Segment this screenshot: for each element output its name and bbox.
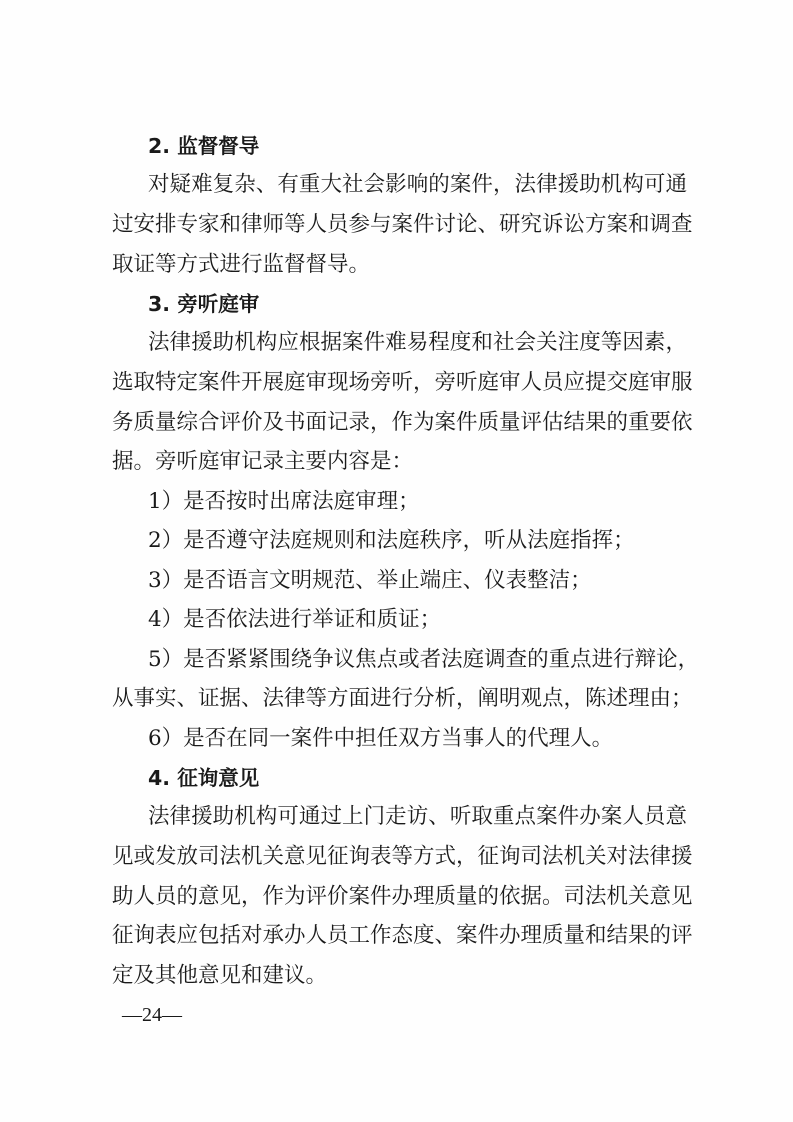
paragraph-line: 定及其他意见和建议。 [112,963,328,988]
list-item: 1）是否按时出席法庭审理； [148,489,420,514]
list-item: 2）是否遵守法庭规则和法庭秩序，听从法庭指挥； [148,528,635,553]
list-item: 3）是否语言文明规范、举止端庄、仪表整洁； [148,568,592,593]
section-heading-trial-observation: 3. 旁听庭审 [148,292,260,316]
paragraph-line: 过安排专家和律师等人员参与案件讨论、研究诉讼方案和调查 [112,212,693,237]
paragraph-line: 取证等方式进行监督督导。 [112,252,371,277]
paragraph-line: 法律援助机构可通过上门走访、听取重点案件办案人员意 [148,804,687,829]
list-item: 4）是否依法进行举证和质证； [148,607,442,632]
paragraph-line: 务质量综合评价及书面记录，作为案件质量评估结果的重要依 [112,410,693,435]
paragraph-line: 选取特定案件开展庭审现场旁听，旁听庭审人员应提交庭审服 [112,370,693,395]
list-item-continuation: 从事实、证据、法律等方面进行分析，阐明观点，陈述理由； [112,686,693,711]
paragraph-line: 征询表应包括对承办人员工作态度、案件办理质量和结果的评 [112,923,693,948]
page-number: —24— [122,1004,182,1026]
section-heading-supervision: 2. 监督督导 [148,134,260,158]
paragraph-line: 见或发放司法机关意见征询表等方式，征询司法机关对法律援 [112,844,693,869]
paragraph-line: 据。旁听庭审记录主要内容是： [112,449,414,474]
paragraph-line: 助人员的意见，作为评价案件办理质量的依据。司法机关意见 [112,884,693,909]
list-item: 6）是否在同一案件中担任双方当事人的代理人。 [148,726,614,751]
paragraph-line: 法律援助机构应根据案件难易程度和社会关注度等因素， [148,330,687,355]
section-heading-consultation: 4. 征询意见 [148,766,260,790]
list-item: 5）是否紧紧围绕争议焦点或者法庭调查的重点进行辩论， [148,647,700,672]
paragraph-line: 对疑难复杂、有重大社会影响的案件，法律援助机构可通 [148,172,687,197]
